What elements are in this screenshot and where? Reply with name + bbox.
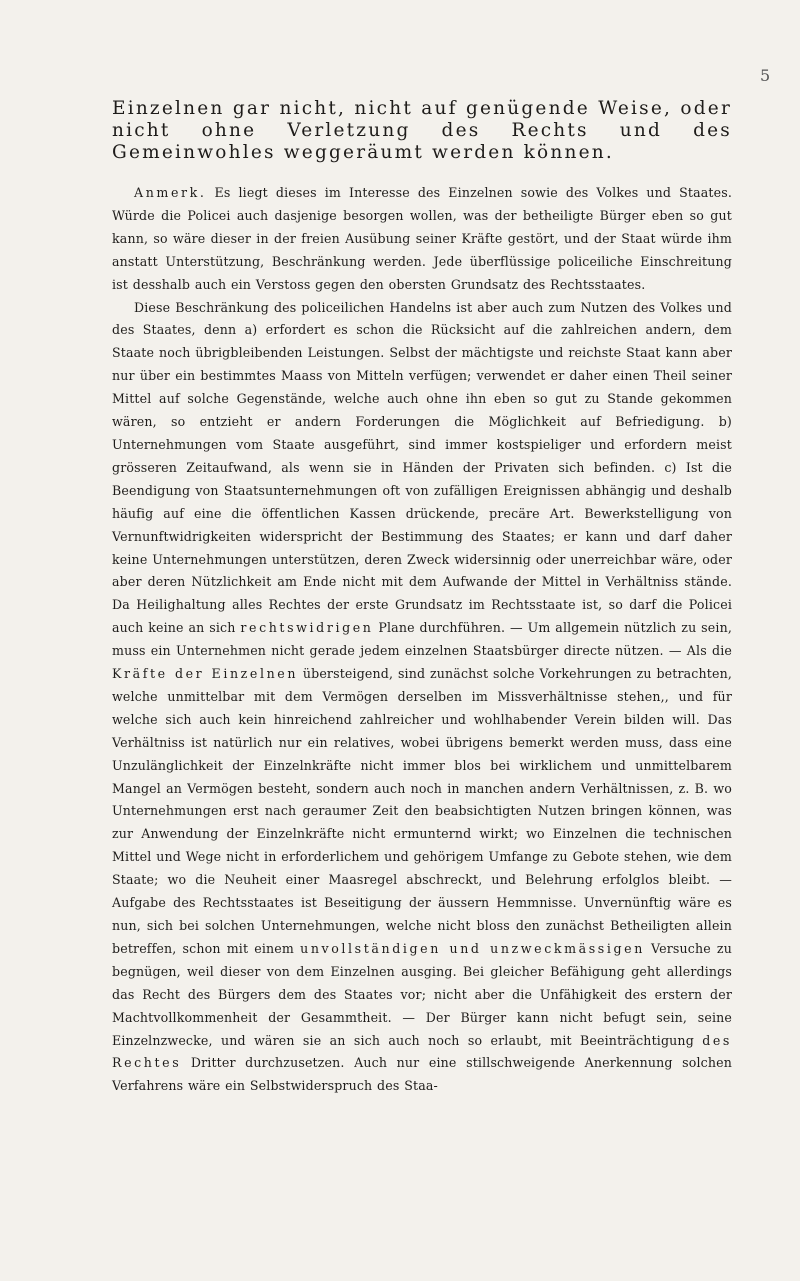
note-paragraph-1 <box>112 182 732 297</box>
note-p2-text-c: übersteigend, sind zunächst solche Vorkehrungen zu betrachten, welche unmittelbar mit dem Vermögen derselben im Missverhältnisse stehen,, und für welche sich auch kein hinreichend zahlreicher und wohlhabender Verein bilden will. Das Verhältniss ist natürlich nur ein relatives, wobei übrigens bemerkt werden muss, dass eine Unzulänglichkeit der Einzelnkräfte nicht immer blos bei wirklichem und unmittelbarem Mangel an Vermögen besteht, sondern auch noch in manchen andern Verhältnissen, z. B. wo Unternehmungen erst nach geraumer Zeit den beabsichtigten Nutzen bringen können, was zur Anwendung der Einzelnkräfte nicht ermunternd wirkt; wo Einzelnen die technischen Mittel und Wege nicht in erforderlichem und gehörigem Umfange zu Gebote stehen, wie dem Staate; wo die Neuheit einer Maasregel abschreckt, und Belehrung erfolglos bleibt. — Aufgabe des Rechtsstaates ist Beseitigung der äussern Hemmnisse. Unvernünftig wäre es nun, sich bei solchen Unternehmungen, welche nicht bloss den zunächst Betheiligten allein betreffen, schon mit einem <box>112 666 732 956</box>
main-paragraph <box>112 98 732 164</box>
main-text: Einzelnen gar nicht, nicht auf genügende Weise, oder nicht ohne Verletzung des Rechts und des Gemeinwohles weggeräumt werden können. <box>112 98 732 163</box>
note-p2-text-e: Dritter durchzusetzen. Auch nur eine stillschweigende Anerkennung solchen Verfahrens wäre ein Selbstwiderspruch des Staa- <box>112 1055 732 1094</box>
note-p2-text-d: Versuche zu begnügen, weil dieser von dem Einzelnen ausging. Bei gleicher Befähigung geht allerdings das Recht des Bürgers dem des Staates vor; nicht aber die Unfähigkeit des erstern der Machtvollkommenheit der Gesammtheit. — Der Bürger kann nicht befugt sein, seine Einzelnzwecke, und wären sie an sich auch noch so erlaubt, mit Beeinträchtigung <box>112 940 732 1048</box>
note-p1-text: Es liegt dieses im Interesse des Einzelnen sowie des Volkes und Staates. Würde die Policei auch dasjenige besorgen wollen, was der betheiligte Bürger eben so gut kann, so wäre dieser in der freien Ausübung seiner Kräfte gestört, und der Staat würde ihm anstatt Unterstützung, Beschränkung werden. Jede überflüssige policeiliche Einschreitung ist desshalb auch ein Verstoss gegen den obersten Grundsatz des Rechtsstaates. <box>112 185 732 292</box>
emphasis-rechtswidrigen: rechtswidrigen <box>240 620 374 636</box>
note-paragraph-2 <box>112 297 732 1099</box>
note-p2-text-b: Plane durchführen. — Um allgemein nützlich zu sein, muss ein Unternehmen nicht gerade jedem einzelnen Staatsbürger directe nützen. — Als die <box>112 620 732 659</box>
page-number: 5 <box>760 66 771 85</box>
emphasis-kraefte: Kräfte der Einzelnen <box>112 666 299 682</box>
note-label: Anmerk. <box>134 185 207 200</box>
emphasis-unvollstaendigen: unvollständigen und unzweckmässigen <box>300 940 645 956</box>
footnote-block <box>112 182 732 1098</box>
emphasis-des-rechtes: des Rechtes <box>112 1032 732 1071</box>
note-p2-text-a: Diese Beschränkung des policeilichen Handelns ist aber auch zum Nutzen des Volkes und des Staates, denn a) erfordert es schon die Rücksicht auf die zahlreichen andern, dem Staate noch übrigbleibenden Leistungen. Selbst der mächtigste und reichste Staat kann aber nur über ein bestimmtes Maass von Mitteln verfügen; verwendet er daher einen Theil seiner Mittel auf solche Gegenstände, welche auch ohne ihn eben so gut zu Stande gekommen wären, so entzieht er andern Forderungen die Möglichkeit auf Befriedigung. b) Unternehmungen vom Staate ausgeführt, sind immer kostspieliger und erfordern meist grösseren Zeitaufwand, als wenn sie in Händen der Privaten sich befinden. c) Ist die Beendigung von Staatsunternehmungen oft von zufälligen Ereignissen abhängig und deshalb häufig auf eine die öffentlichen Kassen drückende, precäre Art. Bewerkstelligung von Vernunftwidrigkeiten widerspricht der Bestimmung des Staates; er kann und darf daher keine Unternehmungen unterstützen, deren Zweck widersinnig oder unerreichbar wäre, oder aber deren Nützlichkeit am Ende nicht mit dem Aufwande der Mittel in Verhältniss stände. Da Heilighaltung alles Rechtes der erste Grundsatz im Rechtsstaate ist, so darf die Policei auch keine an sich <box>112 299 732 636</box>
